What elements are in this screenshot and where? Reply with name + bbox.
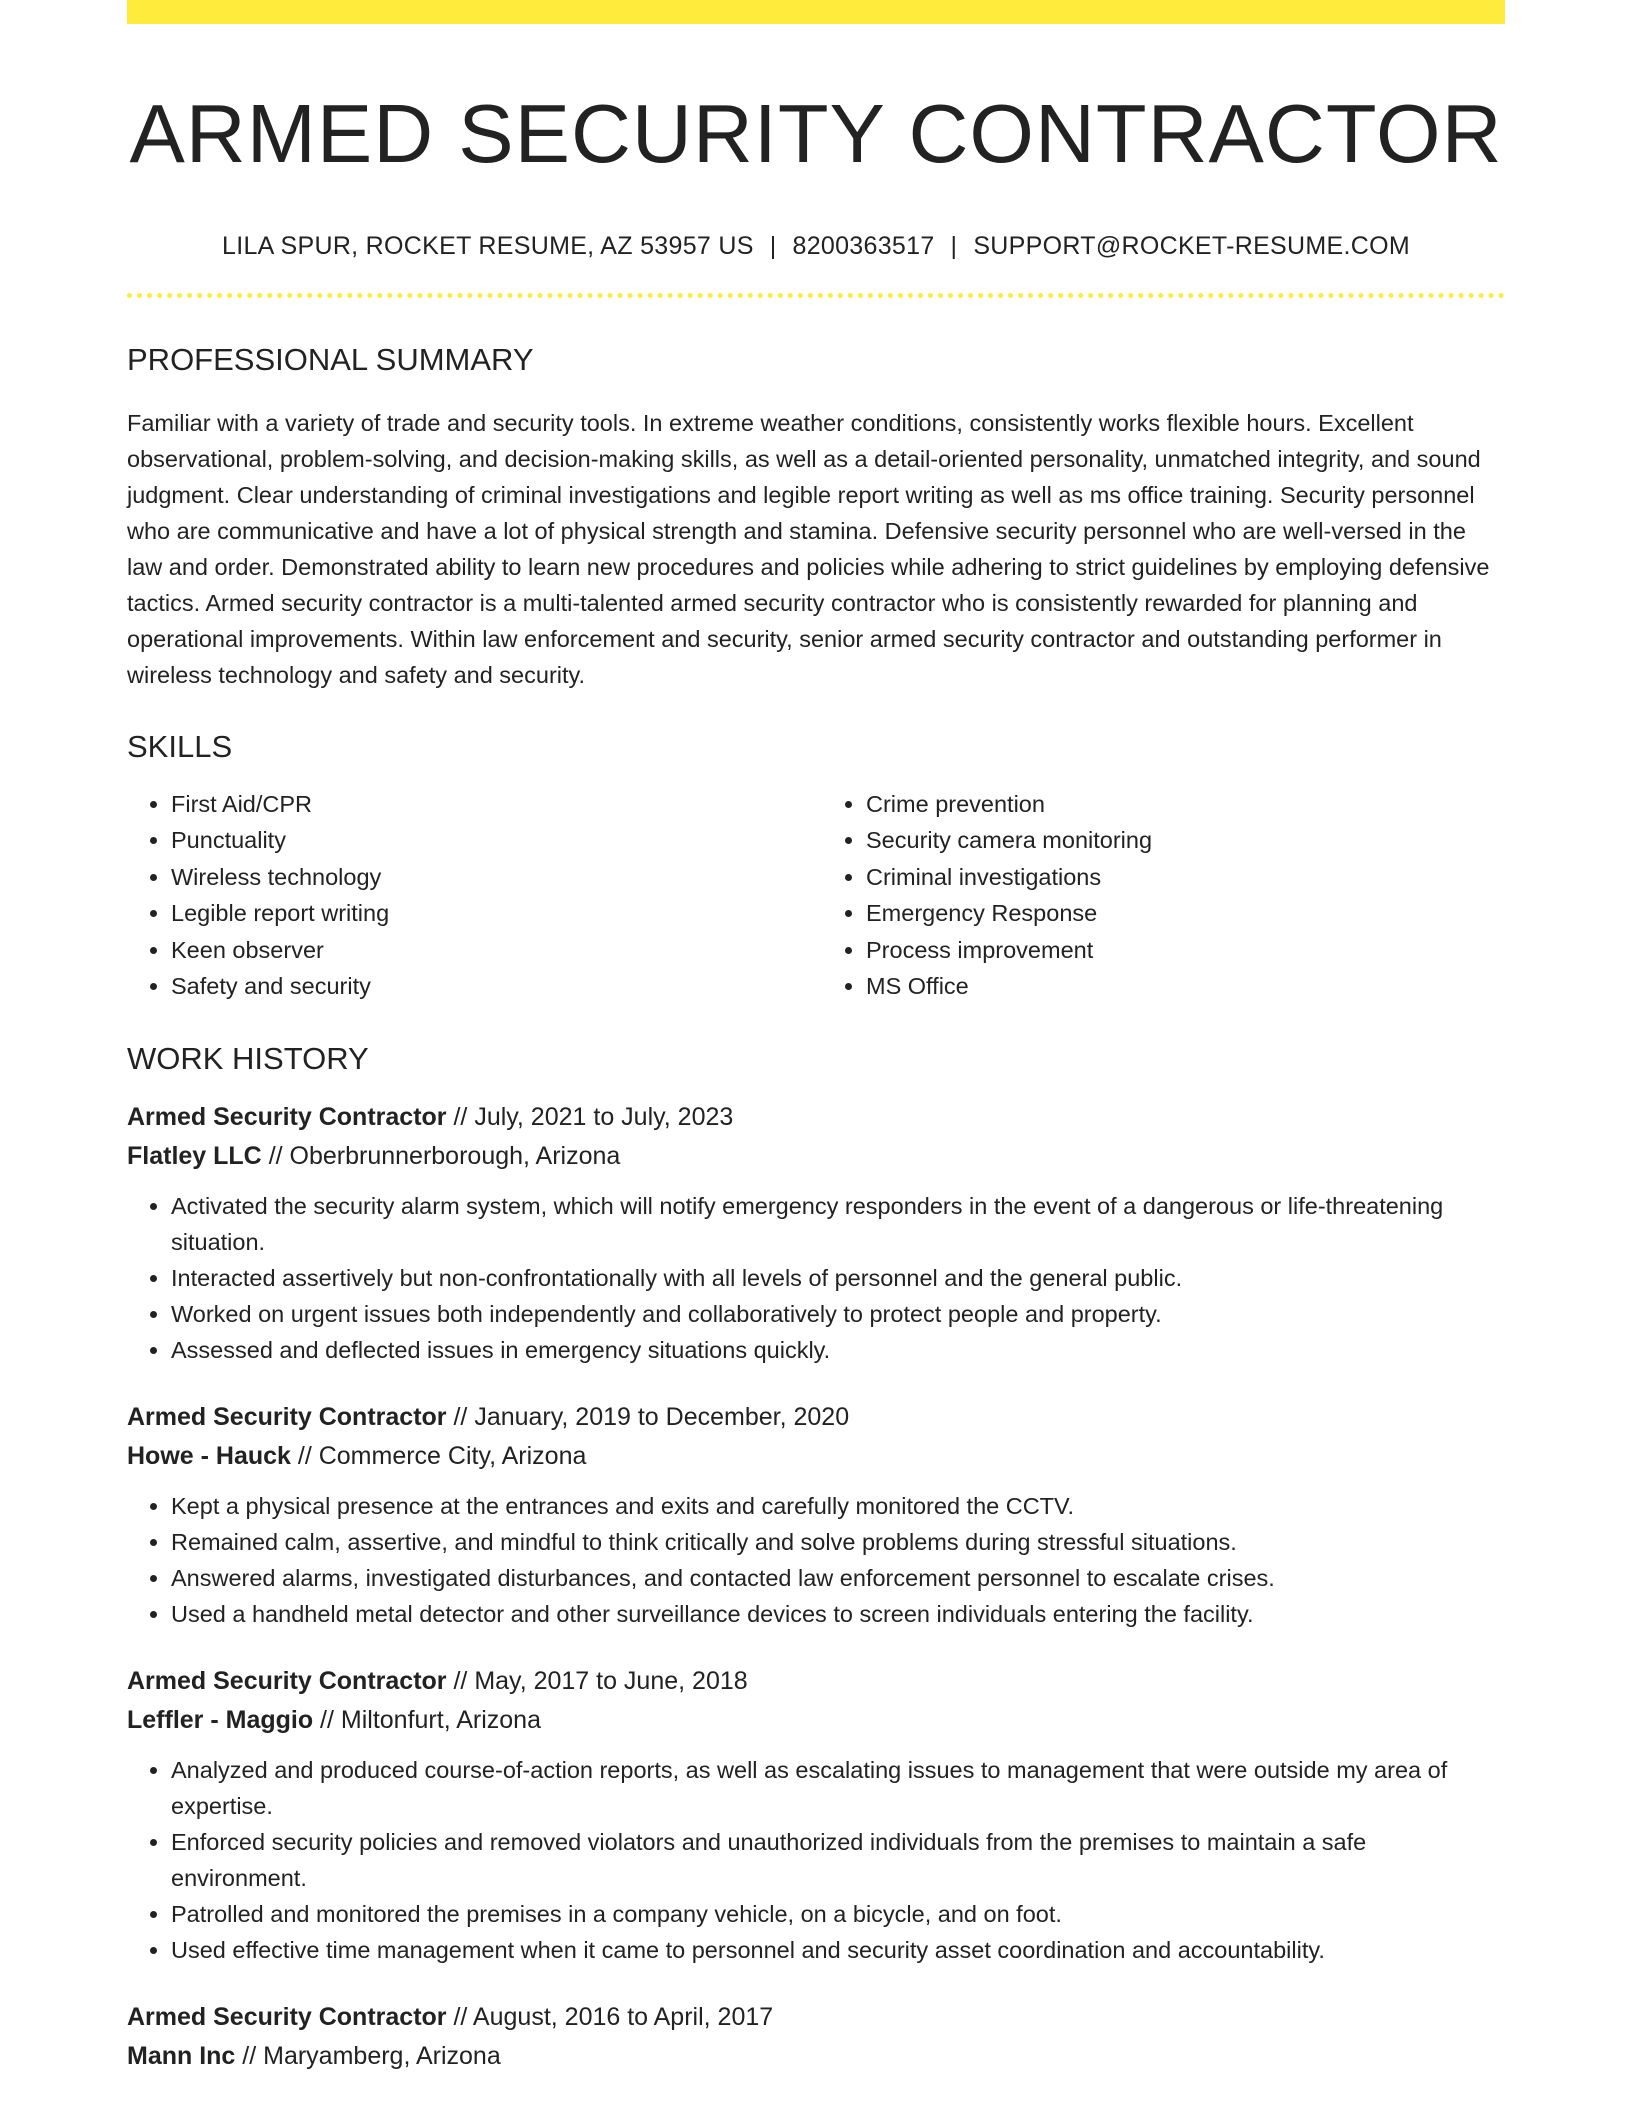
work-history-heading: WORK HISTORY [127,1040,369,1076]
job-entry [127,1998,1505,2076]
contact-address: LILA SPUR, ROCKET RESUME, AZ 53957 US [222,231,754,260]
job-entry [127,1398,1505,1632]
skills-heading: SKILLS [127,728,233,764]
job-title: Armed Security Contractor [127,1402,447,1431]
job-location: // Commerce City, Arizona [290,1441,587,1470]
job-bullet: • Worked on urgent issues both independently and collaboratively to protect people and property. [171,1296,1505,1332]
job-dates: // January, 2019 to December, 2020 [446,1402,850,1431]
contact-separator: | [950,231,958,260]
job-location: // Maryamberg, Arizona [235,2041,501,2070]
skill-item: • Process improvement [866,932,1505,969]
job-company: Leffler - Maggio [127,1705,314,1734]
job-company-line [127,1137,1505,1176]
skill-item: • First Aid/CPR [171,786,816,823]
skills-column-left [127,786,816,1005]
job-title: Armed Security Contractor [127,1102,447,1131]
job-dates: // May, 2017 to June, 2018 [446,1666,748,1695]
job-bullets [127,1752,1505,1968]
job-company: Flatley LLC [127,1141,262,1170]
job-bullet: • Assessed and deflected issues in emergency situations quickly. [171,1332,1505,1368]
job-title-line [127,1098,1505,1137]
resume-page [127,0,1505,2076]
contact-phone: 8200363517 [792,231,935,260]
skill-item: • Wireless technology [171,859,816,896]
skill-item: • Security camera monitoring [866,822,1505,859]
skill-item: • Punctuality [171,822,816,859]
top-accent-bar [127,0,1505,24]
job-bullets [127,1188,1505,1368]
job-bullet: • Analyzed and produced course-of-action reports, as well as escalating issues to management that were outside my area of expertise. [171,1752,1505,1824]
skill-item: • MS Office [866,968,1505,1005]
skills-list [127,786,1505,1005]
job-title: Armed Security Contractor [127,2002,447,2031]
job-title-line [127,1662,1505,1701]
job-bullet: • Kept a physical presence at the entrances and exits and carefully monitored the CCTV. [171,1488,1505,1524]
job-title: Armed Security Contractor [127,1666,447,1695]
job-location: // Oberbrunnerborough, Arizona [261,1141,621,1170]
resume-name: ARMED SECURITY CONTRACTOR [129,87,1503,180]
skill-item: • Safety and security [171,968,816,1005]
summary-heading: PROFESSIONAL SUMMARY [127,341,534,377]
job-company-line [127,1437,1505,1476]
job-bullet: • Interacted assertively but non-confrontationally with all levels of personnel and the general public. [171,1260,1505,1296]
job-bullets [127,1488,1505,1632]
summary-text: Familiar with a variety of trade and security tools. In extreme weather conditions, consistently works flexible hours. Excellent observational, problem-solving, and decision-making skills, as well as a detail-oriented personality, unmatched integrity, and sound judgment. Clear understanding of criminal investigations and legible report writing as well as ms office training. Security personnel who are communicative and have a lot of physical strength and stamina. Defensive security personnel who are well-versed in the law and order. Demonstrated ability to learn new procedures and policies while adhering to strict guidelines by employing defensive tactics. Armed security contractor is a multi-talented armed security contractor who is consistently rewarded for planning and operational improvements. Within law enforcement and security, senior armed security contractor and outstanding performer in wireless technology and safety and security. [127,409,1490,688]
job-bullet: • Used effective time management when it came to personnel and security asset coordination and accountability. [171,1932,1505,1968]
job-company: Mann Inc [127,2041,236,2070]
job-company-line [127,1701,1505,1740]
job-bullet: • Enforced security policies and removed violators and unauthorized individuals from the premises to maintain a safe environment. [171,1824,1505,1896]
job-title-line [127,1998,1505,2037]
job-dates: // July, 2021 to July, 2023 [446,1102,734,1131]
skill-item: • Criminal investigations [866,859,1505,896]
job-bullet: • Used a handheld metal detector and other surveillance devices to screen individuals entering the facility. [171,1596,1505,1632]
job-bullet: • Answered alarms, investigated disturbances, and contacted law enforcement personnel to escalate crises. [171,1560,1505,1596]
contact-separator: | [769,231,777,260]
skill-item: • Crime prevention [866,786,1505,823]
skill-item: • Emergency Response [866,895,1505,932]
contact-line [127,232,1505,261]
job-location: // Miltonfurt, Arizona [313,1705,541,1734]
job-bullet: • Patrolled and monitored the premises in a company vehicle, on a bicycle, and on foot. [171,1896,1505,1932]
job-bullet: • Activated the security alarm system, which will notify emergency responders in the event of a dangerous or life-threatening situation. [171,1188,1505,1260]
job-title-line [127,1398,1505,1437]
skills-column-right [816,786,1505,1005]
contact-email[interactable]: SUPPORT@ROCKET-RESUME.COM [973,231,1410,260]
skill-item: • Keen observer [171,932,816,969]
job-company-line [127,2037,1505,2076]
work-history-list [127,1098,1505,2076]
job-dates: // August, 2016 to April, 2017 [446,2002,774,2031]
job-entry [127,1662,1505,1968]
dotted-divider [127,293,1505,298]
skill-item: • Legible report writing [171,895,816,932]
job-company: Howe - Hauck [127,1441,291,1470]
job-bullet: • Remained calm, assertive, and mindful to think critically and solve problems during stressful situations. [171,1524,1505,1560]
job-entry [127,1098,1505,1368]
